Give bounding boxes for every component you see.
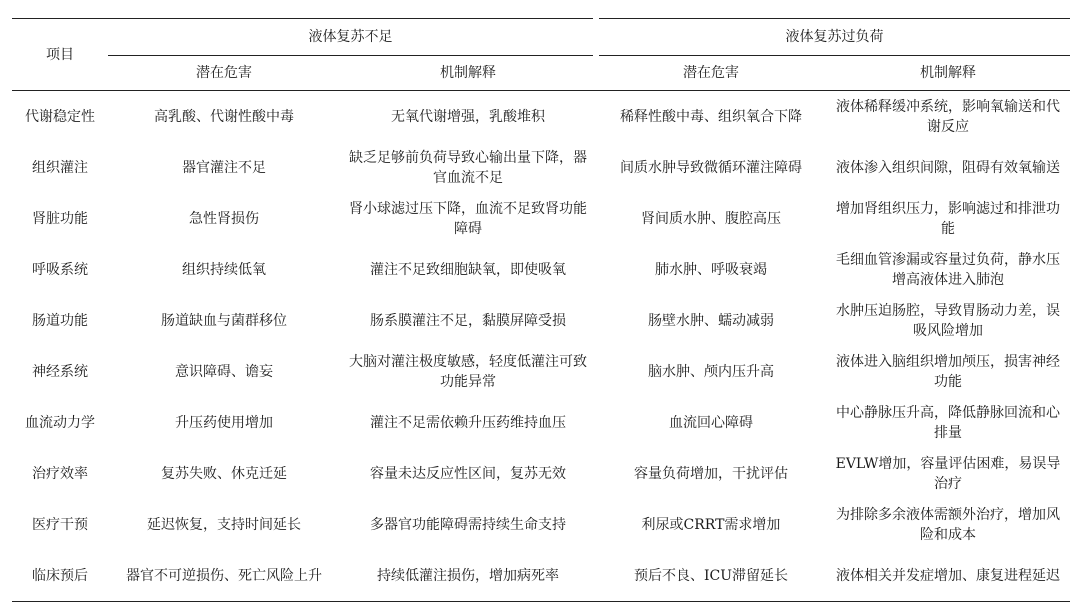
over-harm-cell: 脑水肿、颅内压升高 [648, 363, 774, 380]
table-row [12, 193, 1070, 244]
under-mechanism-cell: 肾小球滤过压下降，血流不足致肾功能障碍 [349, 200, 587, 237]
table-row [12, 448, 1070, 499]
under-mechanism-cell: 多器官功能障碍需持续生命支持 [370, 516, 566, 533]
header-group-over-resuscitation: 液体复苏过负荷 [596, 19, 1070, 56]
under-mechanism-cell: 无氧代谢增强，乳酸堆积 [391, 108, 545, 125]
table-row [12, 346, 1070, 397]
header-over-harm: 潜在危害 [596, 56, 826, 91]
row-item: 代谢稳定性 [25, 108, 95, 125]
under-harm-cell: 器官灌注不足 [182, 159, 266, 176]
row-item: 呼吸系统 [32, 261, 88, 278]
over-mechanism-cell: 液体相关并发症增加、康复进程延迟 [826, 550, 1070, 602]
row-item: 血流动力学 [25, 414, 95, 431]
over-harm-cell: 肠壁水肿、蠕动减弱 [648, 312, 774, 329]
over-mechanism-cell: 增加肾组织压力，影响滤过和排泄功能 [836, 200, 1060, 237]
over-mechanism-cell: 液体渗入组织间隙，阻碍有效氧输送 [836, 159, 1060, 176]
row-item: 组织灌注 [32, 159, 88, 176]
table-row [12, 550, 1070, 602]
under-harm-cell: 复苏失败、休克迁延 [161, 465, 287, 482]
row-item: 临床预后 [12, 550, 108, 602]
header-item: 项目 [12, 19, 108, 91]
under-harm-cell: 组织持续低氧 [182, 261, 266, 278]
over-harm-cell: 稀释性酸中毒、组织氧合下降 [620, 108, 802, 125]
table-row [12, 91, 1070, 143]
over-mechanism-cell: 液体稀释缓冲系统，影响氧输送和代谢反应 [836, 98, 1060, 135]
under-mechanism-cell: 肠系膜灌注不足，黏膜屏障受损 [370, 312, 566, 329]
over-harm-cell: 容量负荷增加，干扰评估 [634, 465, 788, 482]
table-row [12, 397, 1070, 448]
row-item: 神经系统 [32, 363, 88, 380]
table-row [12, 499, 1070, 550]
over-harm-cell: 血流回心障碍 [669, 414, 753, 431]
under-harm-cell: 意识障碍、谵妄 [175, 363, 273, 380]
table-row [12, 295, 1070, 346]
over-harm-cell: 肾间质水肿、腹腔高压 [641, 210, 781, 227]
over-harm-cell: 预后不良、ICU滞留延长 [596, 550, 826, 602]
table-row [12, 142, 1070, 193]
row-item: 医疗干预 [32, 516, 88, 533]
under-harm-cell: 器官不可逆损伤、死亡风险上升 [108, 550, 340, 602]
under-harm-cell: 肠道缺血与菌群移位 [161, 312, 287, 329]
under-harm-cell: 升压药使用增加 [175, 414, 273, 431]
header-group-under-resuscitation: 液体复苏不足 [108, 19, 596, 56]
over-mechanism-cell: 水肿压迫肠腔，导致胃肠动力差，误吸风险增加 [836, 302, 1060, 339]
over-mechanism-cell: 为排除多余液体需额外治疗，增加风险和成本 [836, 506, 1060, 543]
header-over-mechanism: 机制解释 [826, 56, 1070, 91]
over-harm-cell: 间质水肿导致微循环灌注障碍 [620, 159, 802, 176]
row-item: 肠道功能 [32, 312, 88, 329]
row-item: 肾脏功能 [32, 210, 88, 227]
fluid-resuscitation-table [12, 18, 1070, 602]
under-mechanism-cell: 缺乏足够前负荷导致心输出量下降，器官血流不足 [349, 149, 587, 186]
over-harm-cell: 肺水肿、呼吸衰竭 [655, 261, 767, 278]
over-harm-cell: 利尿或CRRT需求增加 [641, 516, 781, 533]
under-harm-cell: 延迟恢复，支持时间延长 [147, 516, 301, 533]
over-mechanism-cell: 液体进入脑组织增加颅压，损害神经功能 [836, 353, 1060, 390]
over-mechanism-cell: 中心静脉压升高，降低静脉回流和心排量 [836, 404, 1060, 441]
under-harm-cell: 急性肾损伤 [189, 210, 259, 227]
under-mechanism-cell: 大脑对灌注极度敏感，轻度低灌注可致功能异常 [349, 353, 587, 390]
header-under-harm: 潜在危害 [108, 56, 340, 91]
table-row [12, 244, 1070, 295]
under-mechanism-cell: 灌注不足需依赖升压药维持血压 [370, 414, 566, 431]
over-mechanism-cell: 毛细血管渗漏或容量过负荷，静水压增高液体进入肺泡 [836, 251, 1060, 288]
header-under-mechanism: 机制解释 [340, 56, 596, 91]
under-harm-cell: 高乳酸、代谢性酸中毒 [154, 108, 294, 125]
under-mechanism-cell: 持续低灌注损伤，增加病死率 [340, 550, 596, 602]
over-mechanism-cell: EVLW增加，容量评估困难，易误导治疗 [835, 455, 1061, 492]
row-item: 治疗效率 [32, 465, 88, 482]
under-mechanism-cell: 容量未达反应性区间，复苏无效 [370, 465, 566, 482]
under-mechanism-cell: 灌注不足致细胞缺氧，即使吸氧 [370, 261, 566, 278]
